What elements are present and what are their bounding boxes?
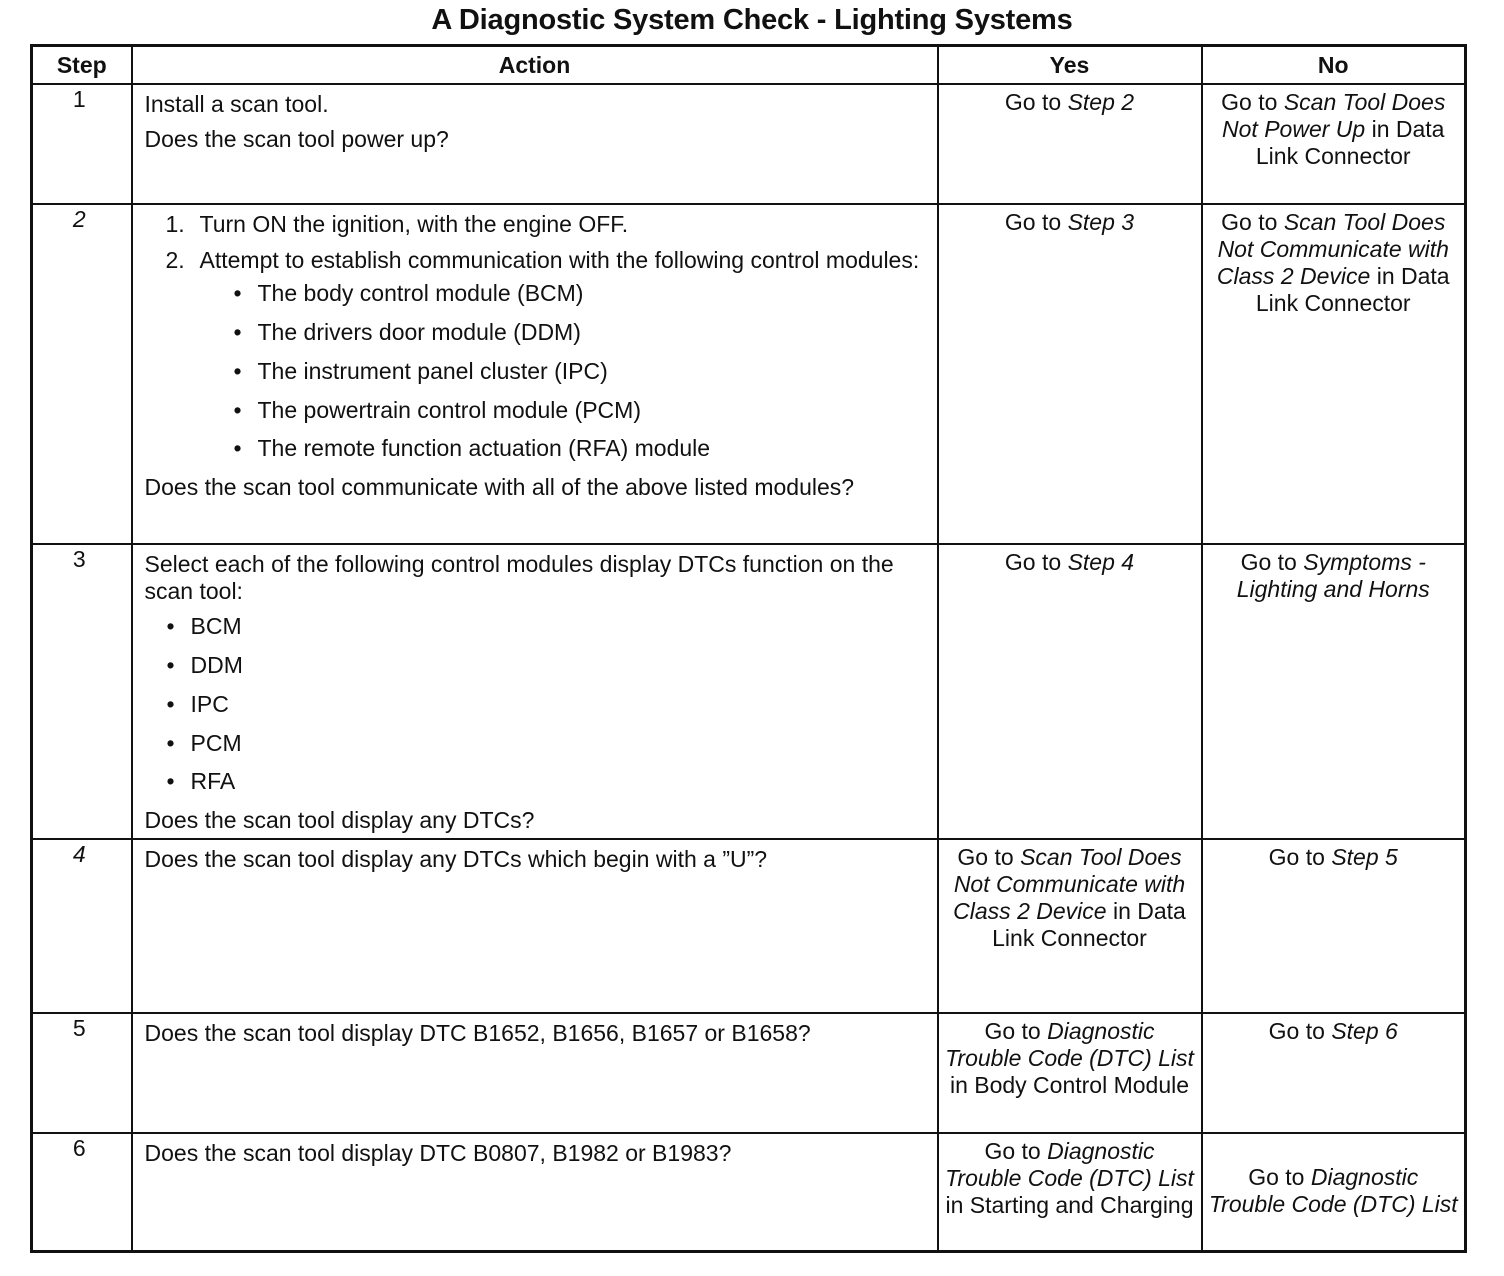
list-item: • IPC — [167, 691, 927, 718]
step-link[interactable]: Step 4 — [1067, 549, 1135, 575]
action-cell — [132, 204, 938, 544]
list-item: • BCM — [167, 613, 927, 640]
action-question: Does the scan tool display DTC B0807, B1982 or B1983? — [144, 1140, 732, 1167]
yes-cell: Go to Diagnostic Trouble Code (DTC) List in Body Control Module — [938, 1013, 1202, 1133]
action-cell — [132, 544, 938, 839]
step-link[interactable]: Step 2 — [1067, 89, 1135, 115]
table-row — [32, 1133, 1466, 1251]
action-question: Does the scan tool power up? — [144, 125, 449, 152]
module-list — [145, 613, 927, 796]
yes-cell: Go to Step 3 — [938, 204, 1202, 544]
procedure-link[interactable]: Diagnostic Trouble Code (DTC) List — [945, 1018, 1194, 1072]
step-number: 4 — [32, 839, 132, 1013]
list-item: • PCM — [167, 730, 927, 757]
yes-cell: Go to Diagnostic Trouble Code (DTC) List in Starting and Charging — [938, 1133, 1202, 1251]
step-number: 3 — [32, 544, 132, 839]
table-row — [32, 1013, 1466, 1133]
table-row — [32, 544, 1466, 839]
yes-cell: Go to Scan Tool Does Not Communicate with Class 2 Device in Data Link Connector — [938, 839, 1202, 1013]
no-cell: Go to Diagnostic Trouble Code (DTC) List — [1202, 1133, 1466, 1251]
action-cell — [132, 1133, 938, 1251]
no-cell: Go to Scan Tool Does Not Communicate with Class 2 Device in Data Link Connector — [1202, 204, 1466, 544]
module-list — [200, 280, 927, 463]
no-cell: Go to Scan Tool Does Not Power Up in Data Link Connector — [1202, 84, 1466, 204]
action-question: Does the scan tool communicate with all of the above listed modules? — [144, 474, 855, 501]
action-text: Select each of the following control modules display DTCs function on the scan tool: — [144, 551, 894, 604]
no-cell: Go to Step 5 — [1202, 839, 1466, 1013]
list-item: • The instrument panel cluster (IPC) — [234, 358, 927, 385]
action-cell — [132, 84, 938, 204]
yes-cell: Go to Step 4 — [938, 544, 1202, 839]
list-item: • DDM — [167, 652, 927, 679]
header-row — [32, 46, 1466, 85]
action-steps — [145, 211, 927, 462]
procedure-link[interactable]: Scan Tool Does Not Power Up — [1222, 89, 1446, 142]
procedure-link[interactable]: Diagnostic Trouble Code (DTC) List — [1208, 1164, 1458, 1217]
procedure-link[interactable]: Scan Tool Does Not Communicate with Class 2 Device — [953, 844, 1186, 925]
list-item: • The powertrain control module (PCM) — [234, 397, 927, 424]
action-cell — [132, 839, 938, 1013]
procedure-link[interactable]: Symptoms - Lighting and Horns — [1236, 549, 1430, 602]
list-item: 1. Turn ON the ignition, with the engine OFF. — [165, 211, 629, 237]
action-question: Does the scan tool display any DTCs? — [144, 807, 535, 834]
table-row — [32, 84, 1466, 204]
no-cell: Go to Step 6 — [1202, 1013, 1466, 1133]
step-link[interactable]: Step 6 — [1331, 1018, 1398, 1045]
list-item: • The drivers door module (DDM) — [234, 319, 927, 346]
no-cell: Go to Symptoms - Lighting and Horns — [1202, 544, 1466, 839]
procedure-link[interactable]: Diagnostic Trouble Code (DTC) List — [945, 1138, 1194, 1192]
step-link[interactable]: Step 3 — [1067, 209, 1135, 235]
action-question: Does the scan tool display DTC B1652, B1656, B1657 or B1658? — [144, 1020, 811, 1047]
header-yes: Yes — [938, 46, 1202, 85]
list-item: • The remote function actuation (RFA) module — [234, 435, 927, 462]
step-number: 6 — [32, 1133, 132, 1251]
yes-cell: Go to Step 2 — [938, 84, 1202, 204]
header-step: Step — [32, 46, 132, 85]
action-question: Does the scan tool display any DTCs which begin with a ”U”? — [144, 846, 768, 873]
list-item: • The body control module (BCM) — [234, 280, 927, 307]
table-row — [32, 839, 1466, 1013]
diagnostic-table — [30, 44, 1467, 1253]
step-number: 5 — [32, 1013, 132, 1133]
header-action: Action — [132, 46, 938, 85]
step-link[interactable]: Step 5 — [1331, 844, 1398, 871]
header-no: No — [1202, 46, 1466, 85]
step-number: 2 — [32, 204, 132, 544]
step-number: 1 — [32, 84, 132, 204]
list-item: 2. Attempt to establish communication with the following control modules: • The body control module (BCM) • The drivers door module (DDM) • The instrument panel cluster (IPC) • The powertrain control module (PCM) • The remote function actuation (RFA) module — [200, 247, 927, 462]
action-cell — [132, 1013, 938, 1133]
action-text: Install a scan tool. — [144, 91, 329, 117]
table-row — [32, 204, 1466, 544]
list-item: • RFA — [167, 768, 927, 795]
procedure-link[interactable]: Scan Tool Does Not Communicate with Class 2 Device — [1216, 209, 1449, 289]
page-title: A Diagnostic System Check - Lighting Systems — [431, 4, 1073, 36]
